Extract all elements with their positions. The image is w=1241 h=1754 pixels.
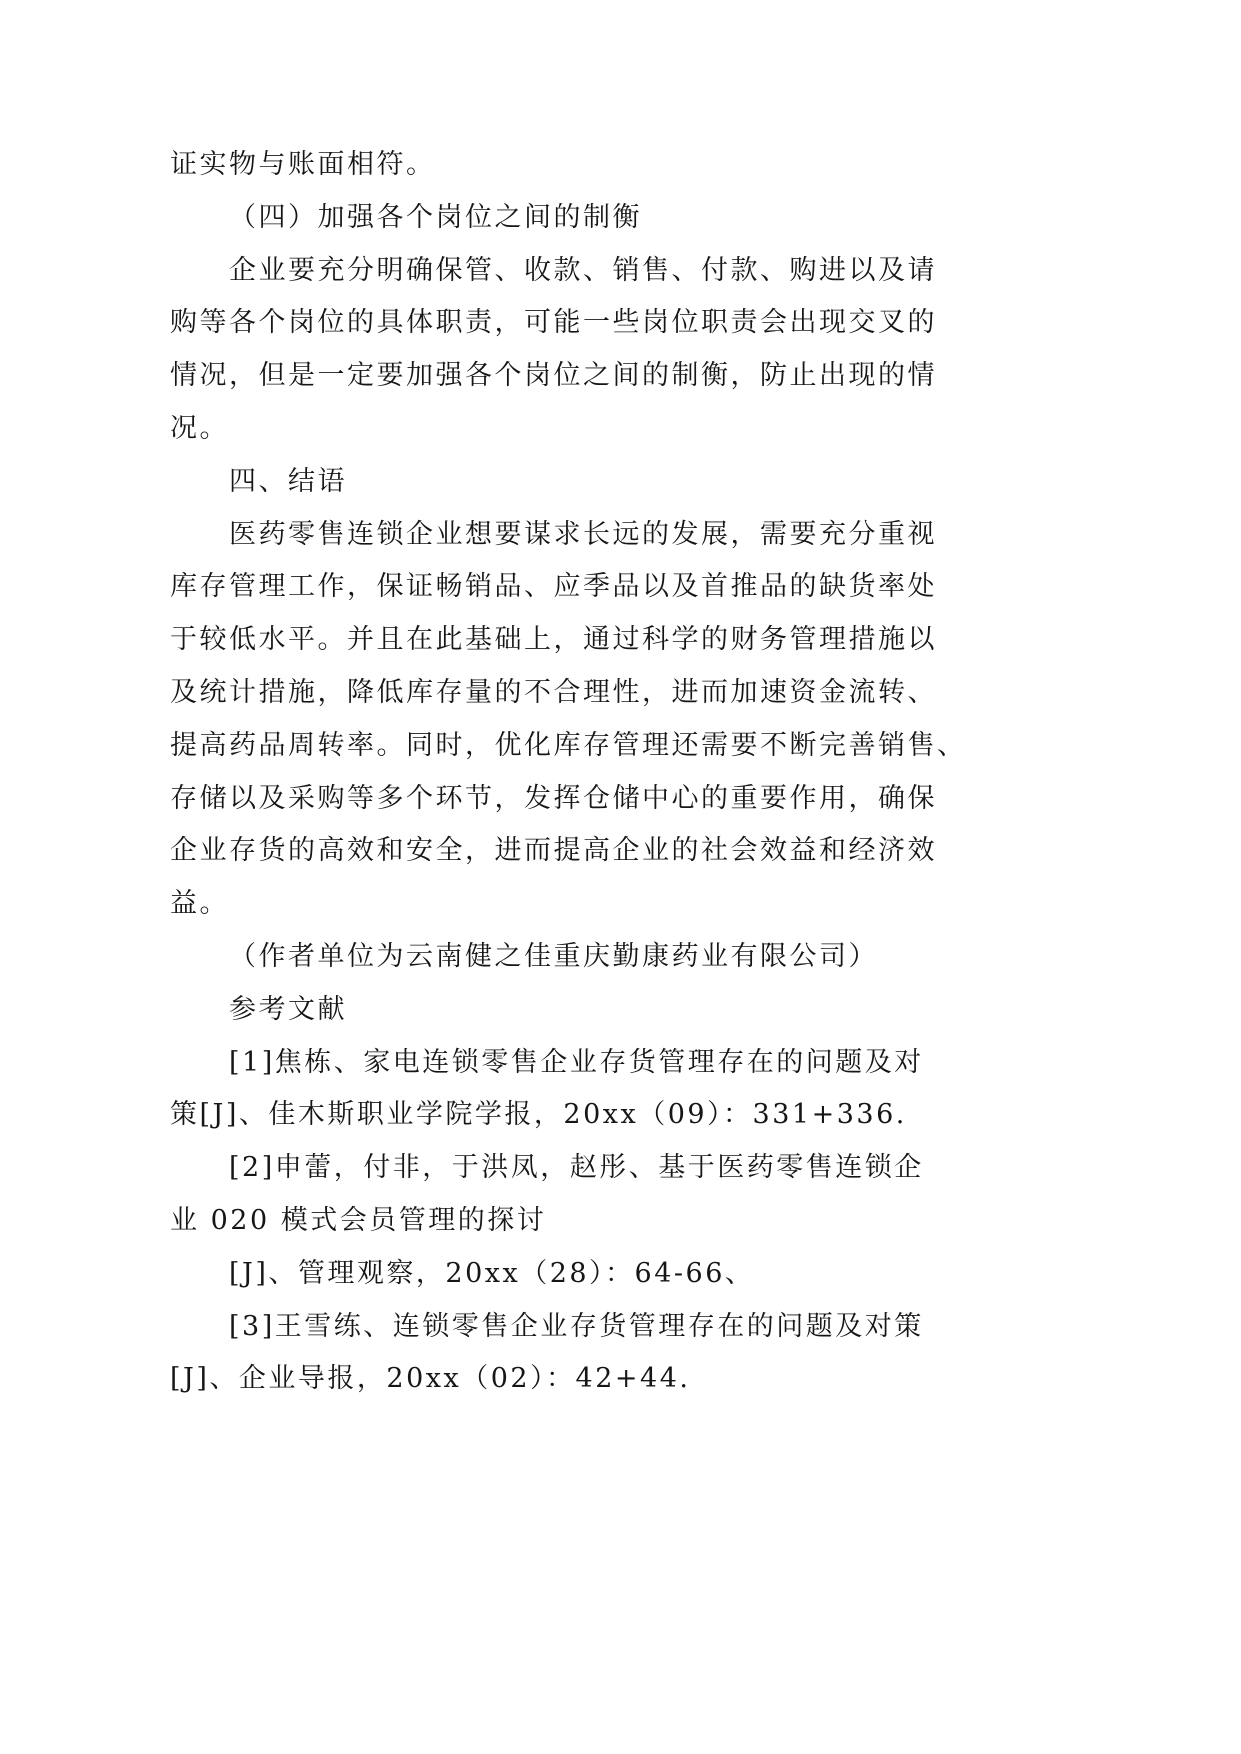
text-line: 于较低水平。并且在此基础上，通过科学的财务管理措施以 <box>170 624 937 656</box>
reference-line: [3]王雪练、连锁零售企业存货管理存在的问题及对策 <box>229 1310 924 1342</box>
conclusion-paragraph <box>170 509 1170 931</box>
document-body <box>170 139 1170 1406</box>
reference-line: [J]、企业导报，20xx（02）：42+44. <box>170 1363 691 1395</box>
subsection-heading: （四）加强各个岗位之间的制衡 <box>229 201 642 233</box>
subsection-body-paragraph <box>170 245 1170 456</box>
subsection-heading-paragraph <box>170 192 1170 245</box>
text-line: 情况，但是一定要加强各个岗位之间的制衡，防止出现的情 <box>170 360 937 392</box>
text-line: 提高药品周转率。同时，优化库存管理还需要不断完善销售、 <box>170 729 967 761</box>
reference-line: [2]申蕾，付非，于洪凤，赵彤、基于医药零售连锁企 <box>229 1152 924 1184</box>
text-line: 企业要充分明确保管、收款、销售、付款、购进以及请 <box>229 254 937 286</box>
author-affiliation-paragraph <box>170 931 1170 984</box>
section-heading: 四、结语 <box>229 465 347 497</box>
text-line: 医药零售连锁企业想要谋求长远的发展，需要充分重视 <box>229 518 937 550</box>
author-affiliation: （作者单位为云南健之佳重庆勤康药业有限公司） <box>229 940 878 972</box>
reference-line: [J]、管理观察，20xx（28）：64-66、 <box>229 1257 755 1289</box>
reference-source-paragraph <box>170 1248 1170 1301</box>
text-line: 购等各个岗位的具体职责，可能一些岗位职责会出现交叉的 <box>170 307 937 339</box>
continued-paragraph <box>170 139 1170 192</box>
reference-line: 业 020 模式会员管理的探讨 <box>170 1204 547 1236</box>
reference-item <box>170 1142 1170 1248</box>
reference-item <box>170 1037 1170 1143</box>
text-line: 况。 <box>170 412 229 444</box>
text-line: 及统计措施，降低库存量的不合理性，进而加速资金流转、 <box>170 676 937 708</box>
references-heading-paragraph <box>170 984 1170 1037</box>
reference-item <box>170 1301 1170 1407</box>
text-line: 益。 <box>170 888 229 920</box>
reference-line: [1]焦栋、家电连锁零售企业存货管理存在的问题及对 <box>229 1046 924 1078</box>
reference-line: 策[J]、佳木斯职业学院学报，20xx（09）：331+336. <box>170 1099 907 1131</box>
text-line: 库存管理工作，保证畅销品、应季品以及首推品的缺货率处 <box>170 571 937 603</box>
text-line: 存储以及采购等多个环节，发挥仓储中心的重要作用，确保 <box>170 782 937 814</box>
text-line: 企业存货的高效和安全，进而提高企业的社会效益和经济效 <box>170 835 937 867</box>
references-heading: 参考文献 <box>229 993 347 1025</box>
section-heading-paragraph <box>170 456 1170 509</box>
text-line: 证实物与账面相符。 <box>170 149 436 180</box>
